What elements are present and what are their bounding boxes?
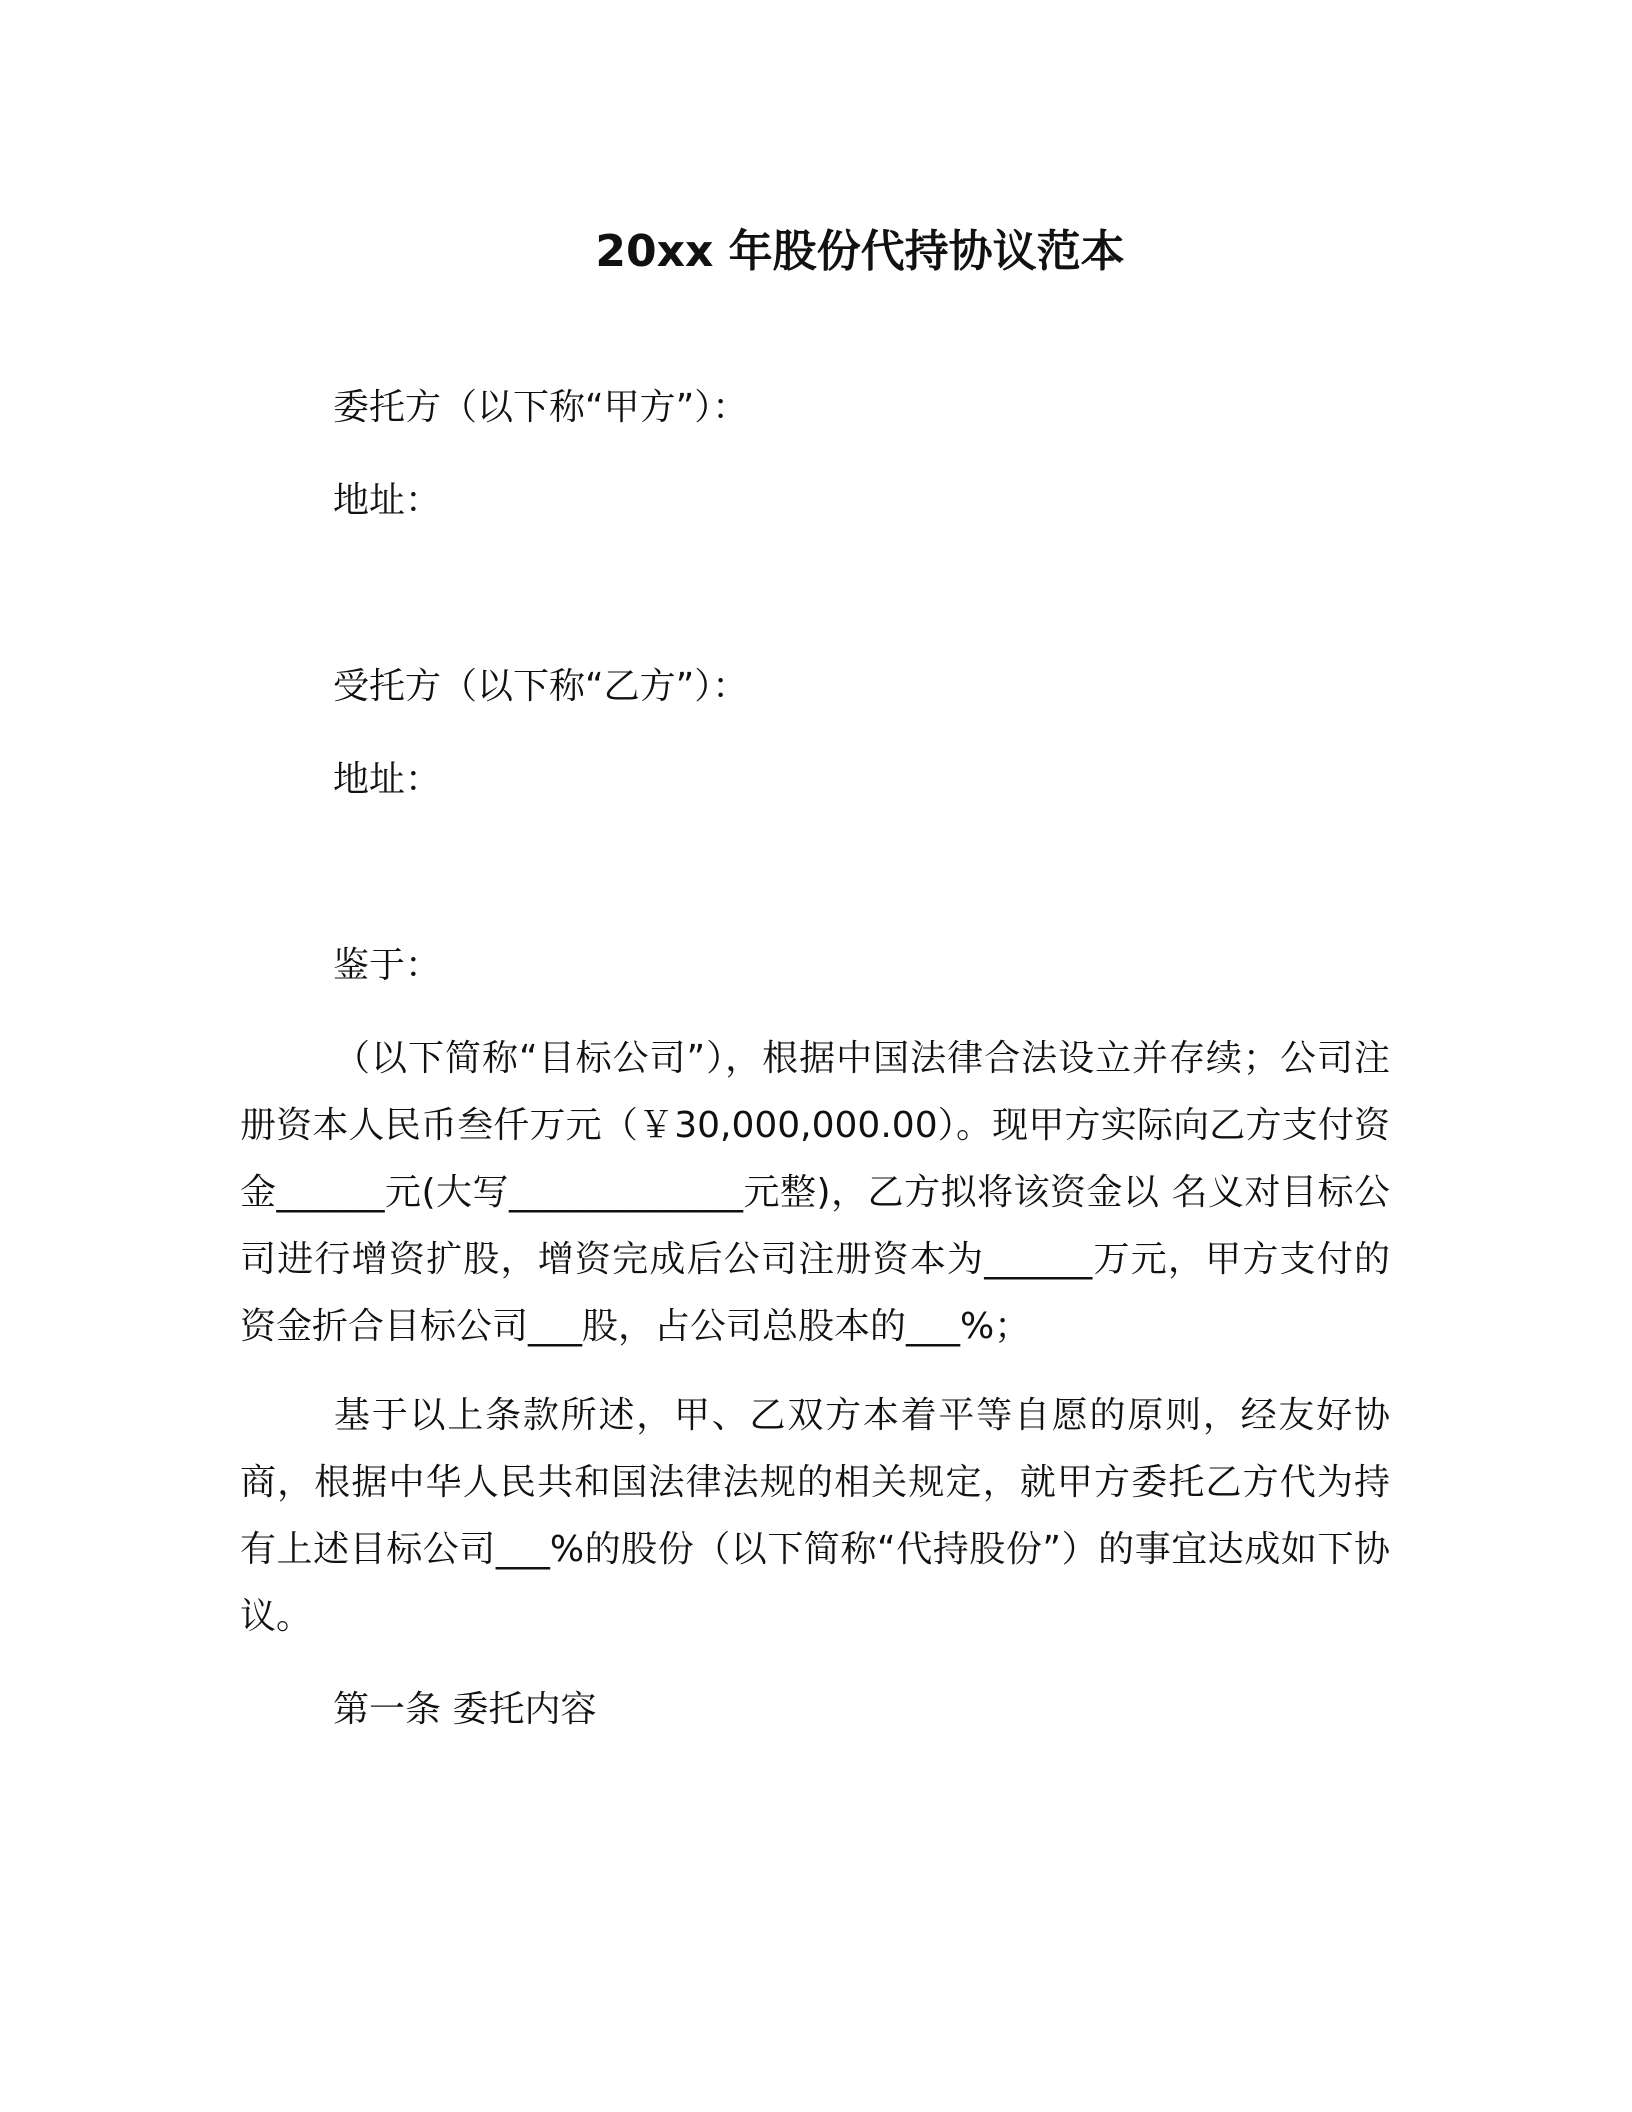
party-a-address-label: 地址： — [333, 480, 442, 521]
whereas-heading: 鉴于： — [333, 945, 442, 986]
document-title: 20xx 年股份代持协议范本 — [595, 226, 1125, 277]
whereas-paragraph: （以下简称“目标公司”），根据中国法律合法设立并存续；公司注册资本人民币叁仟万元（￥30,000,000.00）。现甲方实际向乙方支付资金______元(大写_____________元整)，乙方拟将该资金以 名义对目标公司进行增资扩股，增资完成后公司注册资本为______万元，甲方支付的资金折合目标公司___股，占公司总股本的___%； — [240, 1038, 1390, 1347]
agreement-paragraph: 基于以上条款所述，甲、乙双方本着平等自愿的原则，经友好协商，根据中华人民共和国法律法规的相关规定，就甲方委托乙方代为持有上述目标公司___%的股份（以下简称“代持股份”）的事宜达成如下协议。 — [240, 1395, 1390, 1637]
party-a-label: 委托方（以下称“甲方”）： — [333, 387, 749, 428]
article-1-heading: 第一条 委托内容 — [333, 1689, 597, 1730]
party-b-label: 受托方（以下称“乙方”）： — [333, 666, 749, 707]
party-b-address-label: 地址： — [333, 759, 442, 800]
